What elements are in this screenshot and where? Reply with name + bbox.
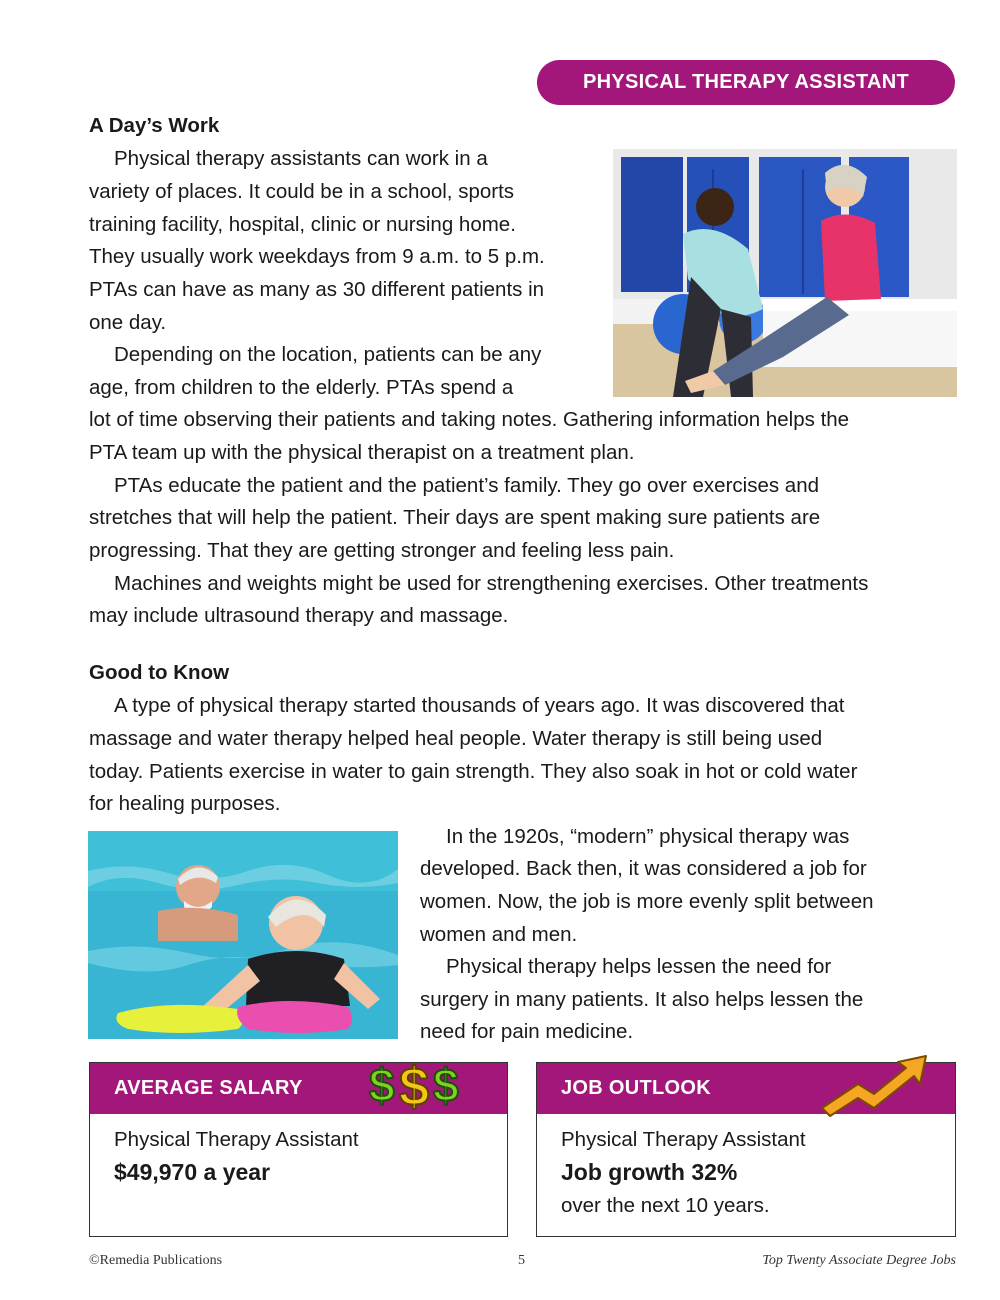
- outlook-value: Job growth 32%: [561, 1159, 738, 1185]
- section-badge: PHYSICAL THERAPY ASSISTANT: [537, 60, 955, 105]
- job-outlook-title: JOB OUTLOOK: [537, 1063, 955, 1114]
- paragraph-line: massage and water therapy helped heal people. Water therapy is still being used: [89, 727, 823, 750]
- section-heading-good-to-know: Good to Know: [89, 661, 230, 684]
- paragraph-line: lot of time observing their patients and taking notes. Gathering information helps the: [89, 408, 850, 431]
- dollar-signs-icon: [367, 1053, 469, 1113]
- footer-publisher: ©Remedia Publications: [89, 1253, 223, 1268]
- footer-book-title: Top Twenty Associate Degree Jobs: [762, 1253, 956, 1268]
- paragraph-line: for healing purposes.: [89, 792, 281, 815]
- growth-arrow-icon: [818, 1050, 930, 1120]
- paragraph-line: Depending on the location, patients can be any: [114, 343, 542, 366]
- salary-value: $49,970 a year: [114, 1159, 271, 1185]
- paragraph-line: women. Now, the job is more evenly split between: [420, 890, 874, 913]
- paragraph-line: Physical therapy assistants can work in a: [114, 147, 488, 170]
- outlook-job-name: Physical Therapy Assistant: [561, 1128, 806, 1151]
- average-salary-title: AVERAGE SALARY: [90, 1063, 507, 1114]
- paragraph-line: may include ultrasound therapy and massage.: [89, 604, 509, 627]
- paragraph-line: variety of places. It could be in a school, sports: [89, 180, 515, 203]
- paragraph-line: Physical therapy helps lessen the need for: [446, 955, 832, 978]
- svg-text:$: $: [399, 1057, 430, 1113]
- paragraph-line: PTA team up with the physical therapist on a treatment plan.: [89, 441, 635, 464]
- paragraph-line: age, from children to the elderly. PTAs spend a: [89, 376, 514, 399]
- footer-page-number: 5: [518, 1253, 525, 1268]
- water-therapy-photo: [88, 831, 398, 1039]
- paragraph-line: today. Patients exercise in water to gain strength. They also soak in hot or cold water: [89, 760, 858, 783]
- paragraph-line: They usually work weekdays from 9 a.m. to 5 p.m.: [89, 245, 545, 268]
- paragraph-line: stretches that will help the patient. Their days are spent making sure patients are: [89, 506, 821, 529]
- paragraph-line: training facility, hospital, clinic or nursing home.: [89, 213, 516, 236]
- outlook-timeframe: over the next 10 years.: [561, 1194, 770, 1217]
- paragraph-line: Machines and weights might be used for strengthening exercises. Other treatments: [114, 572, 869, 595]
- paragraph-line: PTAs educate the patient and the patient’s family. They go over exercises and: [114, 474, 820, 497]
- section-heading-days-work: A Day’s Work: [89, 114, 220, 137]
- therapy-session-photo: [613, 149, 957, 397]
- paragraph-line: PTAs can have as many as 30 different patients in: [89, 278, 545, 301]
- svg-text:$: $: [433, 1059, 459, 1111]
- salary-job-name: Physical Therapy Assistant: [114, 1128, 359, 1151]
- paragraph-line: one day.: [89, 311, 167, 334]
- paragraph-line: developed. Back then, it was considered a job for: [420, 857, 867, 880]
- paragraph-line: progressing. That they are getting stronger and feeling less pain.: [89, 539, 675, 562]
- svg-text:$: $: [369, 1059, 395, 1111]
- paragraph-line: In the 1920s, “modern” physical therapy was: [446, 825, 850, 848]
- paragraph-line: A type of physical therapy started thousands of years ago. It was discovered that: [114, 694, 845, 717]
- paragraph-line: women and men.: [420, 923, 578, 946]
- paragraph-line: need for pain medicine.: [420, 1020, 634, 1043]
- paragraph-line: surgery in many patients. It also helps lessen the: [420, 988, 864, 1011]
